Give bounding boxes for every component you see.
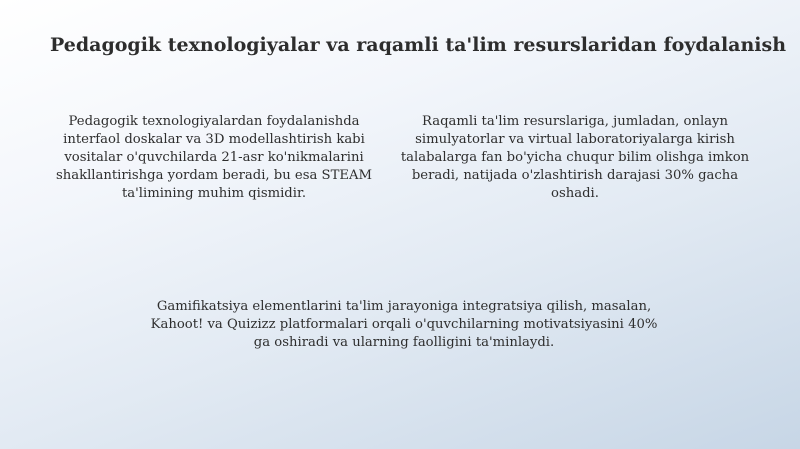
text-block-gamification: Gamifikatsiya elementlarini ta'lim jarayoniga integratsiya qilish, masalan, Kahoot! va Quizizz platformalari orqali o'quvchilarning motivatsiyasini 40% ga oshiradi va ularning faolligini ta'minlaydi. [150, 299, 658, 350]
text-block-digital-resources: Raqamli ta'lim resurslariga, jumladan, onlayn simulyatorlar va virtual laboratoriyalarga kirish talabalarga fan bo'yicha chuqur bilim olishga imkon beradi, natijada o'zlashtirish darajasi 30% gacha oshadi. [400, 114, 750, 201]
slide-title: Pedagogik texnologiyalar va raqamli ta'lim resurslaridan foydalanish [50, 34, 787, 56]
text-block-pedagogical-technologies: Pedagogik texnologiyalardan foydalanishda interfaol doskalar va 3D modellashtirish kabi vositalar o'quvchilarda 21-asr ko'nikmalarini shakllantirishga yordam beradi, bu esa STEAM ta'limining muhim qismidir. [55, 114, 373, 201]
